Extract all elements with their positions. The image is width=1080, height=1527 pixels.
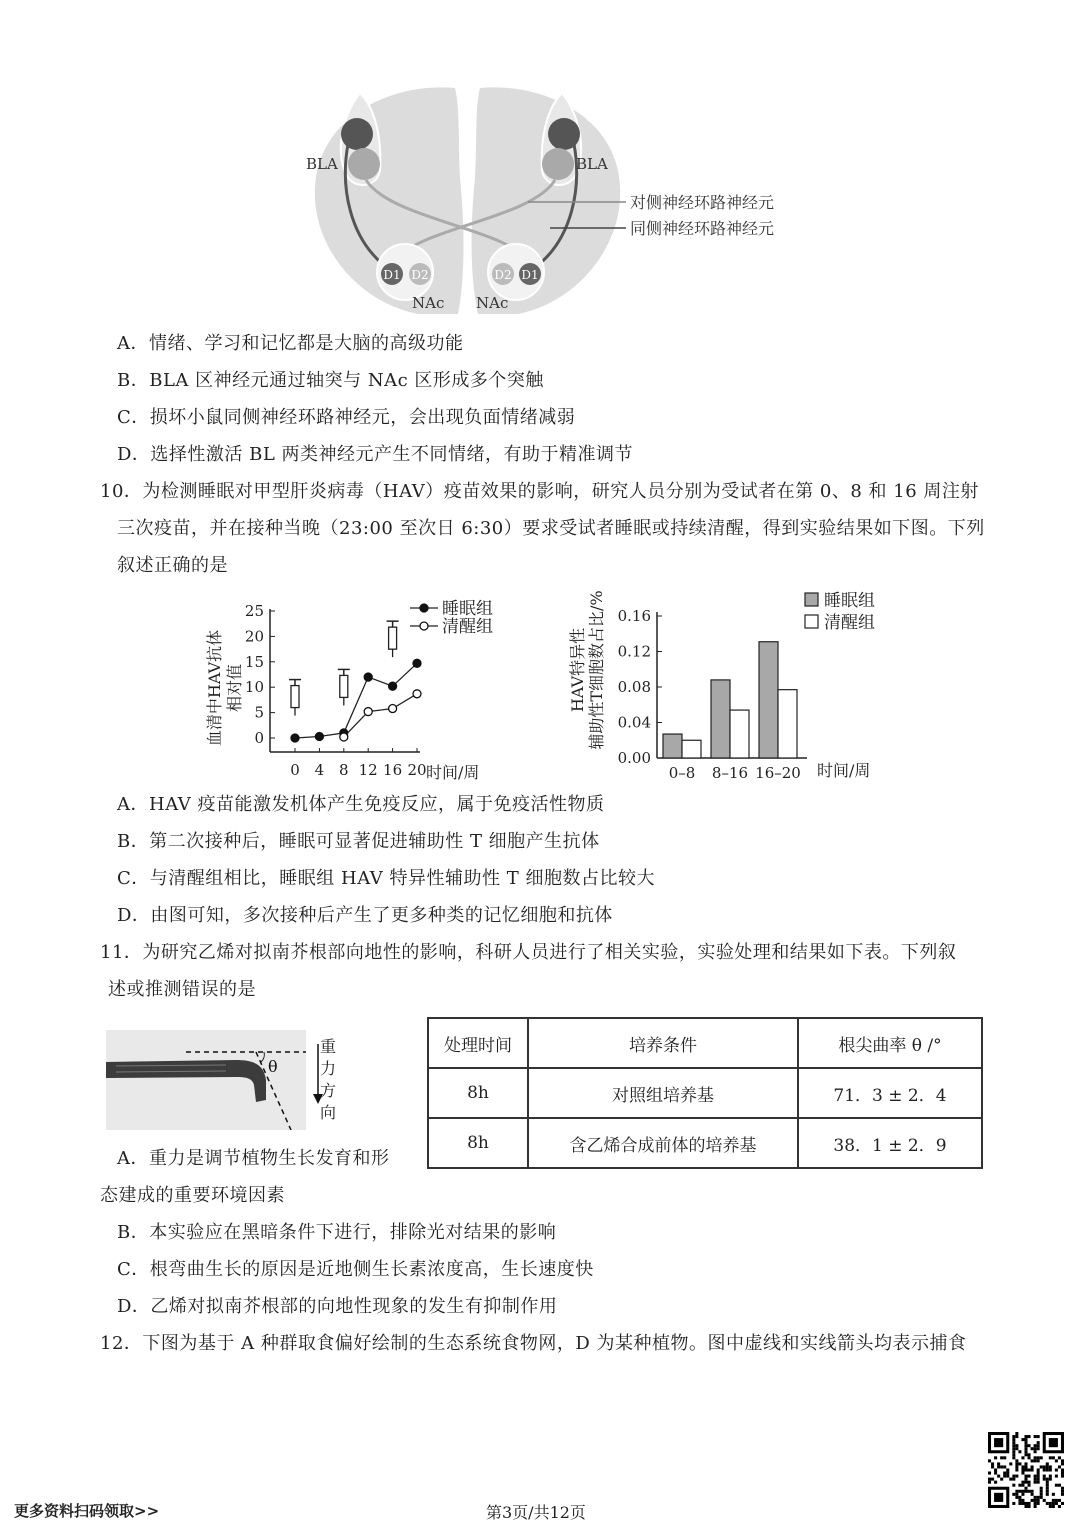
data-point (413, 690, 421, 698)
legend-contralateral: 对侧神经环路神经元 (630, 193, 775, 212)
left-d2-label: D2 (411, 268, 429, 282)
q10-stem-line3: 叙述正确的是 (117, 555, 228, 576)
line-chart-x-tick-label: 0 (290, 761, 300, 779)
q10-option-d: D．由图可知，多次接种后产生了更多种类的记忆细胞和抗体 (117, 905, 613, 926)
syringe-icon (387, 621, 399, 657)
right-contralateral-neuron (542, 148, 574, 180)
q10-option-a: A．HAV 疫苗能激发机体产生免疫反应，属于免疫活性物质 (117, 794, 605, 815)
tcell-bar-chart (565, 585, 895, 790)
left-nac-label: NAc (412, 294, 445, 312)
data-point (315, 732, 323, 740)
right-bla-label: BLA (576, 155, 608, 173)
table-row (428, 1118, 982, 1168)
legend-marker (420, 604, 428, 612)
footer-promo-link[interactable]: 更多资料扫码领取>> (14, 1502, 160, 1520)
line-chart-y-tick-label: 10 (244, 678, 264, 697)
qr-code[interactable] (988, 1432, 1064, 1508)
q9-option-b: B．BLA 区神经元通过轴突与 NAc 区形成多个突触 (117, 370, 544, 391)
line-chart-y-tick-label: 25 (244, 602, 264, 620)
legend-swatch (805, 593, 818, 606)
bar-chart-y-tick-label: 0.08 (617, 678, 651, 696)
q9-option-d: D．选择性激活 BL 两类神经元产生不同情绪，有助于精准调节 (117, 444, 634, 465)
q10-option-b: B．第二次接种后，睡眠可显著促进辅助性 T 细胞产生抗体 (117, 831, 600, 852)
bar-chart-ylabel-2: 辅助性T细胞数占比/% (587, 590, 606, 750)
series-line-清醒组 (344, 694, 417, 737)
bar-chart-y-tick-label: 0.00 (617, 749, 651, 767)
table-cell: 对照组培养基 (528, 1068, 798, 1118)
q10-stem-line1: 10．为检测睡眠对甲型肝炎病毒（HAV）疫苗效果的影响，研究人员分别为受试者在第 0、8 和 16 周注射 (100, 481, 979, 502)
legend-label: 清醒组 (442, 617, 493, 637)
table-cell: 含乙烯合成前体的培养基 (528, 1118, 798, 1168)
data-point (413, 659, 421, 667)
table-header-row (428, 1018, 982, 1068)
q12-stem-line1: 12．下图为基于 A 种群取食偏好绘制的生态系统食物网，D 为某种植物。图中虚线和实线箭头均表示捕食 (100, 1333, 967, 1354)
left-d1-label: D1 (383, 268, 401, 282)
legend-marker (420, 622, 428, 630)
right-d2-label: D2 (494, 268, 512, 282)
bar-chart-y-tick-label: 0.16 (617, 607, 651, 625)
q10-stem-line2: 三次疫苗，并在接种当晚（23:00 至次日 6:30）要求受试者睡眠或持续清醒，得到实验结果如下图。下列 (117, 518, 985, 539)
q11-option-b: B．本实验应在黑暗条件下进行，排除光对结果的影响 (117, 1222, 557, 1243)
bar-chart-x-tick-label: 8–16 (711, 764, 749, 782)
brain-circuit-figure (300, 78, 820, 318)
bar-chart-x-tick-label: 16–20 (755, 764, 801, 782)
syringe-icon (289, 680, 301, 716)
q11-option-d: D．乙烯对拟南芥根部的向地性现象的发生有抑制作用 (117, 1296, 558, 1317)
left-contralateral-neuron (348, 148, 380, 180)
q11-stem-line1: 11．为研究乙烯对拟南芥根部向地性的影响，科研人员进行了相关实验，实验处理和结果如下表。下列叙 (100, 942, 957, 963)
table-cell: 8h (428, 1068, 528, 1118)
q11-option-c: C．根弯曲生长的原因是近地侧生长素浓度高，生长速度快 (117, 1259, 594, 1280)
gravity-direction-label: 重 力 方 向 (320, 1037, 337, 1122)
table-row (428, 1068, 982, 1118)
table-header: 培养条件 (528, 1018, 798, 1068)
bar-清醒组-0–8 (682, 740, 701, 758)
bar-睡眠组-0–8 (663, 734, 682, 758)
line-chart-y-tick-label: 5 (254, 703, 264, 722)
bar-睡眠组-16–20 (759, 642, 778, 758)
table-cell: 8h (428, 1118, 528, 1168)
table-header: 处理时间 (428, 1018, 528, 1068)
root-curvature-figure (106, 1030, 346, 1130)
q11-option-a-line1: A．重力是调节植物生长发育和形 (117, 1148, 390, 1169)
left-bla-label: BLA (306, 155, 338, 173)
left-ipsilateral-neuron (341, 118, 373, 150)
theta-label: θ (268, 1057, 278, 1076)
ethylene-result-table (427, 1017, 983, 1169)
table-cell: 71．3 ± 2．4 (798, 1068, 982, 1118)
bar-清醒组-16–20 (778, 690, 797, 758)
line-chart-x-tick-label: 16 (383, 761, 403, 779)
bar-睡眠组-8–16 (711, 680, 730, 758)
line-chart-x-tick-label: 8 (339, 761, 349, 779)
legend-label: 睡眠组 (824, 591, 875, 611)
syringe-icon (338, 669, 350, 705)
q11-stem-line2: 述或推测错误的是 (108, 979, 256, 1000)
line-chart-y-tick-label: 20 (244, 627, 264, 646)
table-header: 根尖曲率 θ /° (798, 1018, 982, 1068)
line-chart-x-tick-label: 4 (314, 761, 325, 779)
data-point (364, 673, 372, 681)
bar-清醒组-8–16 (730, 710, 749, 758)
bar-chart-ylabel-1: HAV特异性 (568, 627, 587, 713)
series-line-睡眠组 (295, 663, 417, 738)
table-cell: 38．1 ± 2．9 (798, 1118, 982, 1168)
q10-option-c: C．与清醒组相比，睡眠组 HAV 特异性辅助性 T 细胞数占比较大 (117, 868, 655, 889)
bar-chart-xlabel: 时间/周 (817, 761, 871, 780)
bar-chart-x-tick-label: 0–8 (668, 764, 696, 782)
bar-chart-y-tick-label: 0.12 (617, 642, 651, 661)
line-chart-ylabel-2: 相对值 (225, 663, 244, 713)
data-point (364, 708, 372, 716)
line-chart-xlabel: 时间/周 (426, 763, 480, 782)
legend-label: 睡眠组 (442, 599, 493, 619)
right-d1-label: D1 (521, 268, 539, 282)
q9-option-c: C．损坏小鼠同侧神经环路神经元，会出现负面情绪减弱 (117, 407, 576, 428)
data-point (340, 733, 348, 741)
page-number: 第3页/共12页 (486, 1503, 586, 1522)
line-chart-x-tick-label: 20 (407, 761, 427, 779)
legend-ipsilateral: 同侧神经环路神经元 (630, 219, 775, 238)
line-chart-y-tick-label: 0 (254, 729, 264, 747)
line-chart-ylabel-1: 血清中HAV抗体 (205, 629, 224, 747)
q9-option-a: A．情绪、学习和记忆都是大脑的高级功能 (117, 333, 464, 354)
q11-option-a-line2: 态建成的重要环境因素 (100, 1185, 285, 1206)
line-chart-x-tick-label: 12 (358, 761, 378, 779)
legend-label: 清醒组 (824, 613, 875, 633)
data-point (389, 705, 397, 713)
antibody-line-chart (190, 588, 520, 788)
line-chart-y-tick-label: 15 (244, 652, 264, 671)
legend-swatch (805, 615, 818, 628)
bar-chart-y-tick-label: 0.04 (617, 713, 651, 732)
right-nac-label: NAc (476, 294, 509, 312)
data-point (291, 734, 299, 742)
data-point (389, 682, 397, 690)
